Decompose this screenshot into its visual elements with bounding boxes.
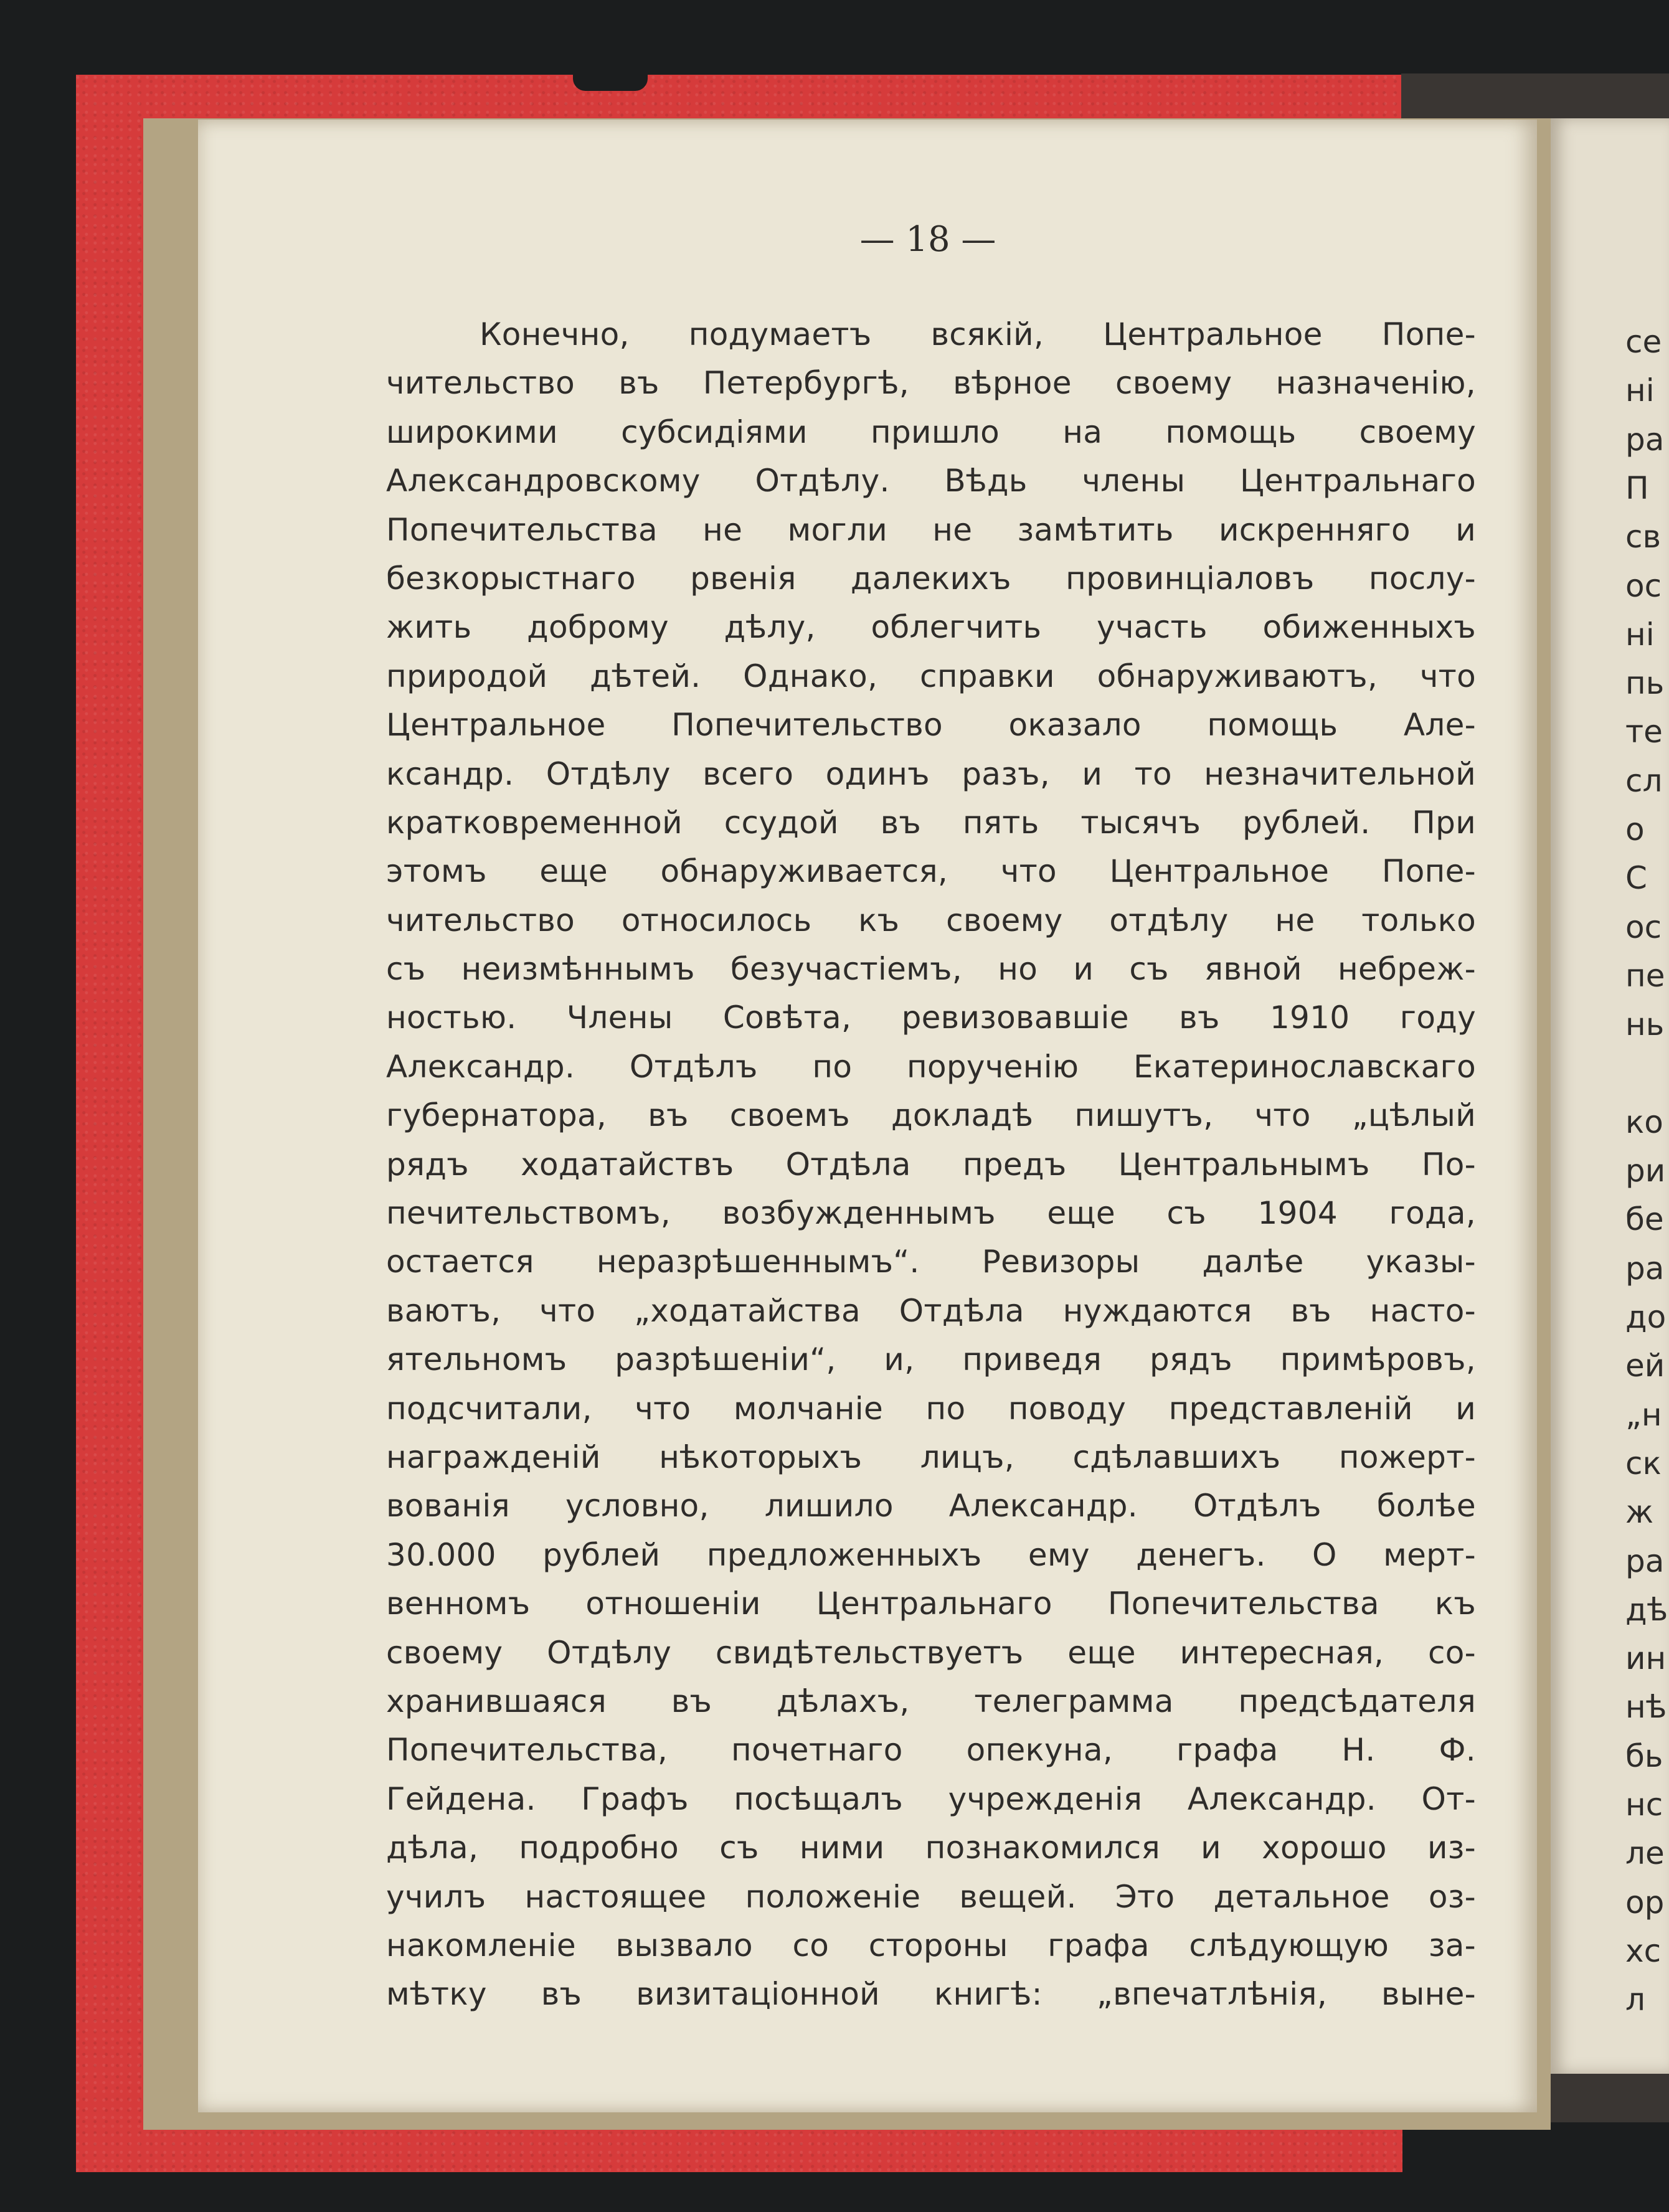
adjacent-text-fragment: С bbox=[1625, 860, 1647, 897]
text-line: съ неизмѣннымъ безучастіемъ, но и съ явной небреж- bbox=[386, 951, 1476, 988]
text-line: печительствомъ, возбужденнымъ еще съ 1904 года, bbox=[386, 1195, 1476, 1232]
adjacent-text-fragment: нс bbox=[1625, 1787, 1663, 1823]
adjacent-text-fragment: ра bbox=[1625, 1250, 1665, 1287]
text-line: этомъ еще обнаруживается, что Центральное Попе- bbox=[386, 853, 1476, 890]
adjacent-text-fragment: ри bbox=[1625, 1153, 1666, 1189]
adjacent-text-fragment: бь bbox=[1625, 1737, 1663, 1774]
adjacent-text-fragment: до bbox=[1625, 1299, 1667, 1335]
text-line: Александр. Отдѣлъ по порученію Екатеринославскаго bbox=[386, 1048, 1476, 1085]
text-line: мѣтку въ визитаціонной книгѣ: „впечатлѣнія, выне- bbox=[386, 1976, 1476, 2013]
adjacent-text-fragment: П bbox=[1625, 470, 1649, 506]
text-line: губернатора, въ своемъ докладѣ пишутъ, что „цѣлый bbox=[386, 1097, 1476, 1134]
adjacent-text-fragment: ко bbox=[1625, 1104, 1663, 1140]
page-number: — 18 — bbox=[859, 219, 996, 260]
text-line: училъ настоящее положеніе вещей. Это детальное оз- bbox=[386, 1878, 1476, 1915]
text-line: ятельномъ разрѣшеніи“, и, приведя рядъ примѣровъ, bbox=[386, 1341, 1476, 1378]
text-line: дѣла, подробно съ ними познакомился и хорошо из- bbox=[386, 1830, 1476, 1866]
adjacent-text-fragment: нь bbox=[1625, 1006, 1665, 1043]
adjacent-text-fragment: сл bbox=[1625, 762, 1663, 799]
adjacent-text-fragment: бе bbox=[1625, 1201, 1664, 1238]
text-line: Конечно, подумаетъ всякій, Центральное Попе- bbox=[480, 316, 1476, 352]
adjacent-text-fragment: ин bbox=[1625, 1640, 1667, 1677]
adjacent-text-fragment: ск bbox=[1625, 1445, 1662, 1482]
text-line: накомленіе вызвало со стороны графа слѣдующую за- bbox=[386, 1927, 1476, 1964]
text-line: рядъ ходатайствъ Отдѣла предъ Центральнымъ По- bbox=[386, 1146, 1476, 1183]
text-line: Попечительства, почетнаго опекуна, графа Н. Ф. bbox=[386, 1732, 1476, 1769]
cover-notch bbox=[573, 70, 648, 91]
text-line: Попечительства не могли не замѣтить искренняго и bbox=[386, 511, 1476, 548]
adjacent-text-fragment: ра bbox=[1625, 421, 1665, 458]
adjacent-text-fragment: ж bbox=[1625, 1494, 1654, 1531]
text-line: своему Отдѣлу свидѣтельствуетъ еще интересная, со- bbox=[386, 1634, 1476, 1671]
text-line: ксандр. Отдѣлу всего одинъ разъ, и то незначительной bbox=[386, 755, 1476, 792]
text-line: вованія условно, лишило Александр. Отдѣлъ болѣе bbox=[386, 1488, 1476, 1524]
text-line: ностью. Члены Совѣта, ревизовавшіе въ 1910 году bbox=[386, 1000, 1476, 1036]
adjacent-text-fragment: нѣ bbox=[1625, 1689, 1667, 1726]
adjacent-text-fragment: л bbox=[1625, 1982, 1645, 2018]
text-line: венномъ отношеніи Центральнаго Попечительства къ bbox=[386, 1586, 1476, 1622]
adjacent-text-fragment: ра bbox=[1625, 1543, 1665, 1579]
text-line: кратковременной ссудой въ пять тысячъ рублей. При bbox=[386, 804, 1476, 841]
adjacent-text-fragment: о bbox=[1625, 811, 1645, 848]
adjacent-text-fragment: ос bbox=[1625, 567, 1662, 604]
text-line: чительство относилось къ своему отдѣлу не только bbox=[386, 902, 1476, 938]
text-line: ваютъ, что „ходатайства Отдѣла нуждаются въ насто- bbox=[386, 1292, 1476, 1329]
text-line: остается неразрѣшеннымъ“. Ревизоры далѣе указы- bbox=[386, 1244, 1476, 1280]
adjacent-text-fragment: ні bbox=[1625, 372, 1655, 409]
text-line: Александровскому Отдѣлу. Вѣдь члены Центральнаго bbox=[386, 463, 1476, 499]
adjacent-text-fragment: ей bbox=[1625, 1348, 1665, 1384]
text-line: жить доброму дѣлу, облегчить участь обиженныхъ bbox=[386, 609, 1476, 646]
adjacent-text-fragment: дѣ bbox=[1625, 1591, 1668, 1628]
text-line: Центральное Попечительство оказало помощь Але- bbox=[386, 707, 1476, 744]
text-line: 30.000 рублей предложенныхъ ему денегъ. О мерт- bbox=[386, 1536, 1476, 1573]
adjacent-text-fragment: св bbox=[1625, 519, 1661, 555]
text-line: чительство въ Петербургѣ, вѣрное своему назначенію, bbox=[386, 365, 1476, 402]
adjacent-text-fragment: ле bbox=[1625, 1835, 1665, 1872]
text-line: широкими субсидіями пришло на помощь своему bbox=[386, 414, 1476, 450]
text-line: безкорыстнаго рвенія далекихъ провинціаловъ послу- bbox=[386, 560, 1476, 597]
adjacent-text-fragment: се bbox=[1625, 324, 1662, 360]
adjacent-text-fragment: „н bbox=[1625, 1396, 1662, 1433]
adjacent-page bbox=[1551, 118, 1669, 2074]
adjacent-text-fragment: пь bbox=[1625, 665, 1665, 702]
text-line: природой дѣтей. Однако, справки обнаруживаютъ, что bbox=[386, 658, 1476, 694]
adjacent-text-fragment: пе bbox=[1625, 957, 1665, 994]
adjacent-text-fragment: те bbox=[1625, 714, 1663, 750]
text-line: награжденій нѣкоторыхъ лицъ, сдѣлавшихъ пожерт- bbox=[386, 1439, 1476, 1475]
adjacent-text-fragment: ні bbox=[1625, 616, 1655, 653]
text-line: Гейдена. Графъ посѣщалъ учрежденія Александр. От- bbox=[386, 1780, 1476, 1817]
adjacent-text-fragment: ор bbox=[1625, 1884, 1665, 1921]
adjacent-text-fragment: хс bbox=[1625, 1932, 1662, 1969]
text-line: подсчитали, что молчаніе по поводу представленій и bbox=[386, 1390, 1476, 1427]
adjacent-text-fragment: ос bbox=[1625, 909, 1662, 945]
text-line: хранившаяся въ дѣлахъ, телеграмма предсѣдателя bbox=[386, 1683, 1476, 1719]
body-text bbox=[386, 310, 1476, 2019]
